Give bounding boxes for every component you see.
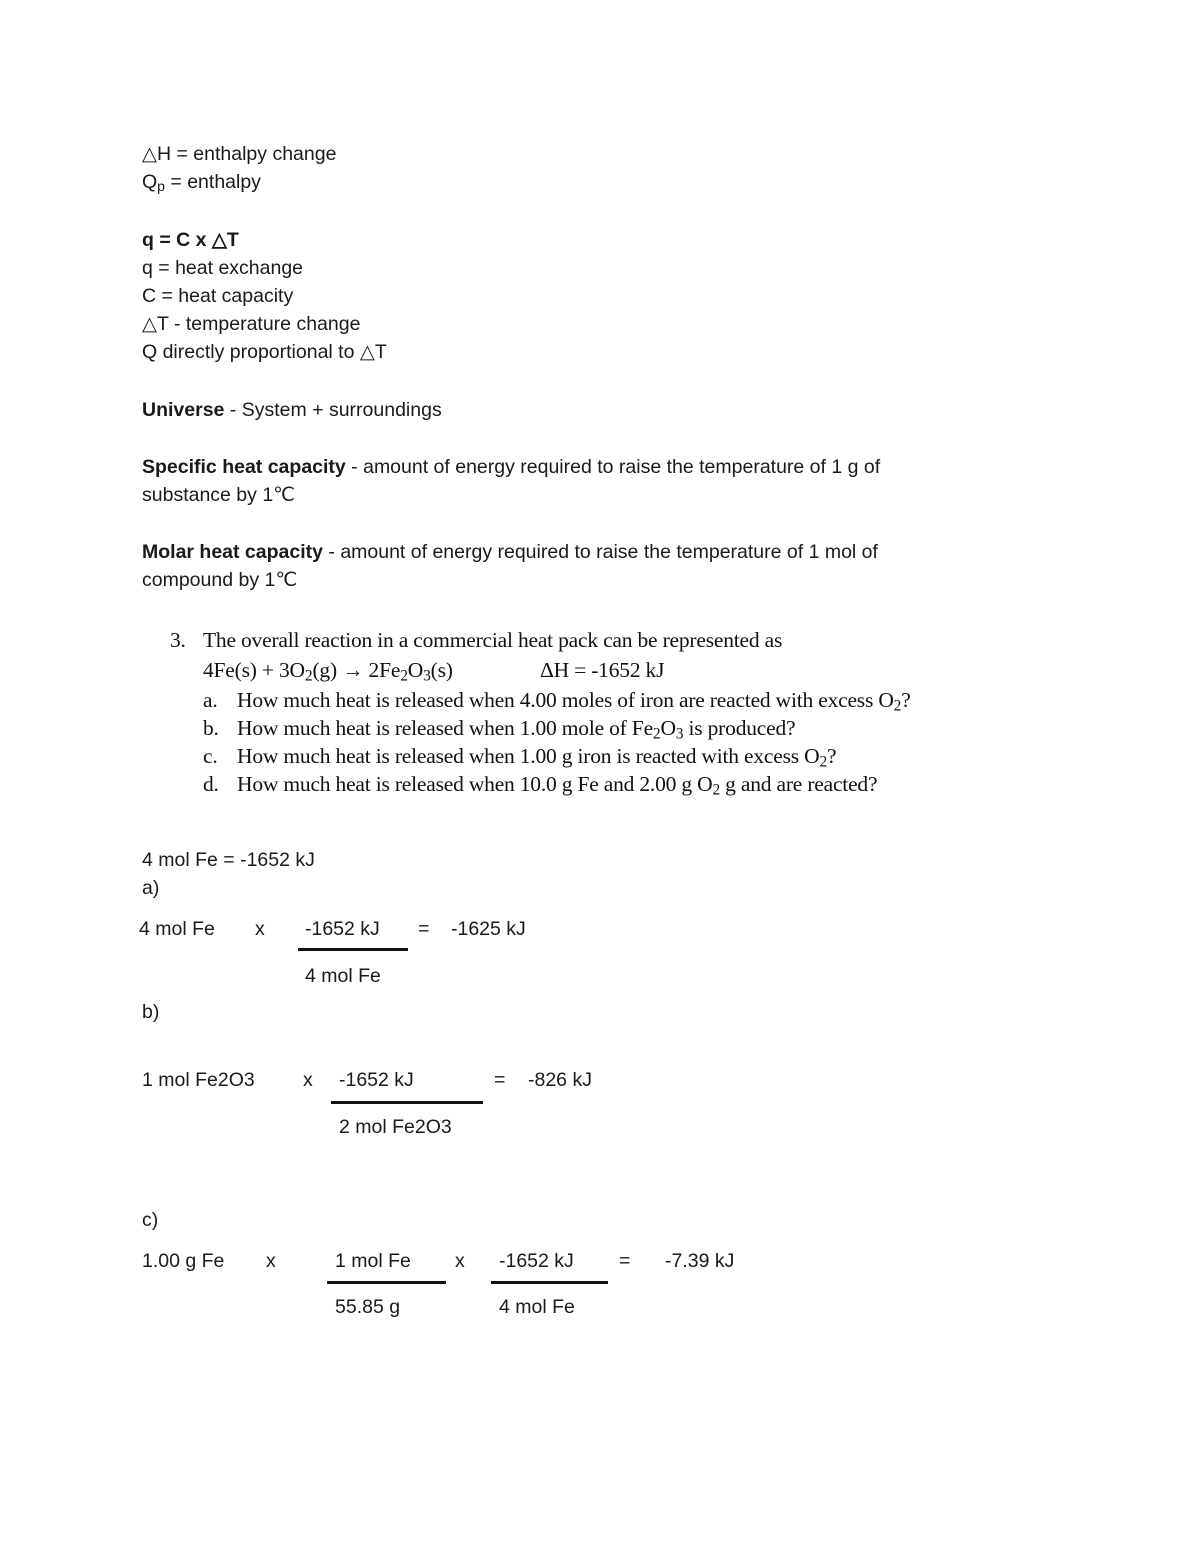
part-c-denominator-1: 55.85 g (335, 1296, 401, 1318)
heat-formula: q = C x △T (142, 229, 239, 251)
part-c-fraction-bar-1 (327, 1281, 446, 1284)
part-b-label: b) (142, 1001, 160, 1023)
part-c-denominator-2: 4 mol Fe (499, 1296, 575, 1318)
eq-part: O (407, 658, 424, 682)
specific-heat-text: - amount of energy required to raise the temperature of 1 g of (345, 456, 881, 478)
molar-heat-text: - amount of energy required to raise the temperature of 1 mol of (322, 541, 878, 563)
specific-heat-term: Specific heat capacity (142, 456, 346, 478)
question-c (237, 742, 836, 770)
q-text: How much heat is released when 4.00 moles of iron are reacted with excess O (237, 688, 894, 712)
part-c-times-2: x (455, 1250, 465, 1272)
part-b-denominator: 2 mol Fe2O3 (339, 1116, 452, 1138)
eq-sub: 3 (423, 667, 431, 685)
q-text: How much heat is released when 1.00 mole of Fe (237, 716, 653, 740)
part-a-denominator: 4 mol Fe (305, 965, 381, 987)
part-b-fraction-bar (331, 1101, 483, 1104)
eq-sub: 2 (400, 667, 408, 685)
q-end: is produced? (683, 716, 796, 740)
qp-subscript: p (157, 178, 165, 195)
question-b (237, 714, 795, 742)
part-a-equals: = (418, 918, 430, 940)
q-text: How much heat is released when 10.0 g Fe and 2.00 g O (237, 772, 713, 796)
universe-term: Universe (142, 399, 225, 421)
qp-suffix: = enthalpy (164, 171, 261, 193)
part-a-result: -1625 kJ (451, 918, 526, 940)
part-c-times-1: x (266, 1250, 276, 1272)
problem-intro: The overall reaction in a commercial heat pack can be represented as (203, 628, 783, 652)
universe-text: - System + surroundings (224, 399, 442, 421)
q-sub: 2 (819, 753, 827, 771)
part-b-times: x (303, 1069, 313, 1091)
part-a-times: x (255, 918, 265, 940)
problem-number: 3. (170, 628, 186, 652)
part-c-numerator-1: 1 mol Fe (335, 1250, 411, 1272)
eq-sub: 2 (304, 667, 313, 685)
part-b-result: -826 kJ (528, 1069, 592, 1091)
molar-heat-def (142, 538, 878, 566)
part-c-left-term: 1.00 g Fe (142, 1250, 225, 1272)
universe-def (142, 396, 442, 424)
eq-part: (g) → 2Fe (312, 658, 401, 682)
question-a-letter: a. (203, 688, 218, 712)
part-c-fraction-bar-2 (491, 1281, 608, 1284)
q-end: g and are reacted? (719, 772, 878, 796)
q-sub: 2 (712, 781, 720, 799)
q-def: q = heat exchange (142, 257, 304, 279)
part-c-numerator-2: -1652 kJ (499, 1250, 574, 1272)
question-d (237, 770, 877, 798)
part-c-result: -7.39 kJ (665, 1250, 735, 1272)
part-a-left-term: 4 mol Fe (139, 918, 215, 940)
q-end: ? (901, 688, 911, 712)
question-a (237, 686, 911, 714)
specific-heat-def (142, 453, 880, 481)
q-text: How much heat is released when 1.00 g iron is reacted with excess O (237, 744, 820, 768)
q-sub: 2 (893, 697, 902, 715)
molar-heat-def-cont: compound by 1℃ (142, 569, 298, 591)
molar-heat-term: Molar heat capacity (142, 541, 323, 563)
enthalpy-change-def: △H = enthalpy change (142, 143, 337, 165)
part-c-equals: = (619, 1250, 631, 1272)
part-a-fraction-bar (298, 948, 408, 951)
part-b-left-term: 1 mol Fe2O3 (142, 1069, 255, 1091)
part-b-numerator: -1652 kJ (339, 1069, 414, 1091)
q-sub: 3 (675, 725, 684, 743)
c-def: C = heat capacity (142, 285, 294, 307)
specific-heat-def-cont: substance by 1℃ (142, 484, 296, 506)
part-c-label: c) (142, 1209, 159, 1231)
eq-part: (s) (430, 658, 453, 682)
reaction-delta-h: ΔH = -1652 kJ (540, 658, 665, 682)
question-b-letter: b. (203, 716, 219, 740)
qp-def (142, 168, 261, 196)
delta-t-def: △T - temperature change (142, 313, 361, 335)
part-a-label: a) (142, 877, 160, 899)
qp-prefix: Q (142, 171, 158, 193)
q-text: O (660, 716, 676, 740)
part-a-numerator: -1652 kJ (305, 918, 380, 940)
proportionality-note: Q directly proportional to △T (142, 341, 387, 363)
given-relation: 4 mol Fe = -1652 kJ (142, 849, 315, 871)
q-end: ? (827, 744, 837, 768)
question-d-letter: d. (203, 772, 219, 796)
question-c-letter: c. (203, 744, 218, 768)
q-sub: 2 (652, 725, 661, 743)
reaction-equation (203, 656, 453, 684)
part-b-equals: = (494, 1069, 506, 1091)
eq-part: 4Fe(s) + 3O (203, 658, 305, 682)
